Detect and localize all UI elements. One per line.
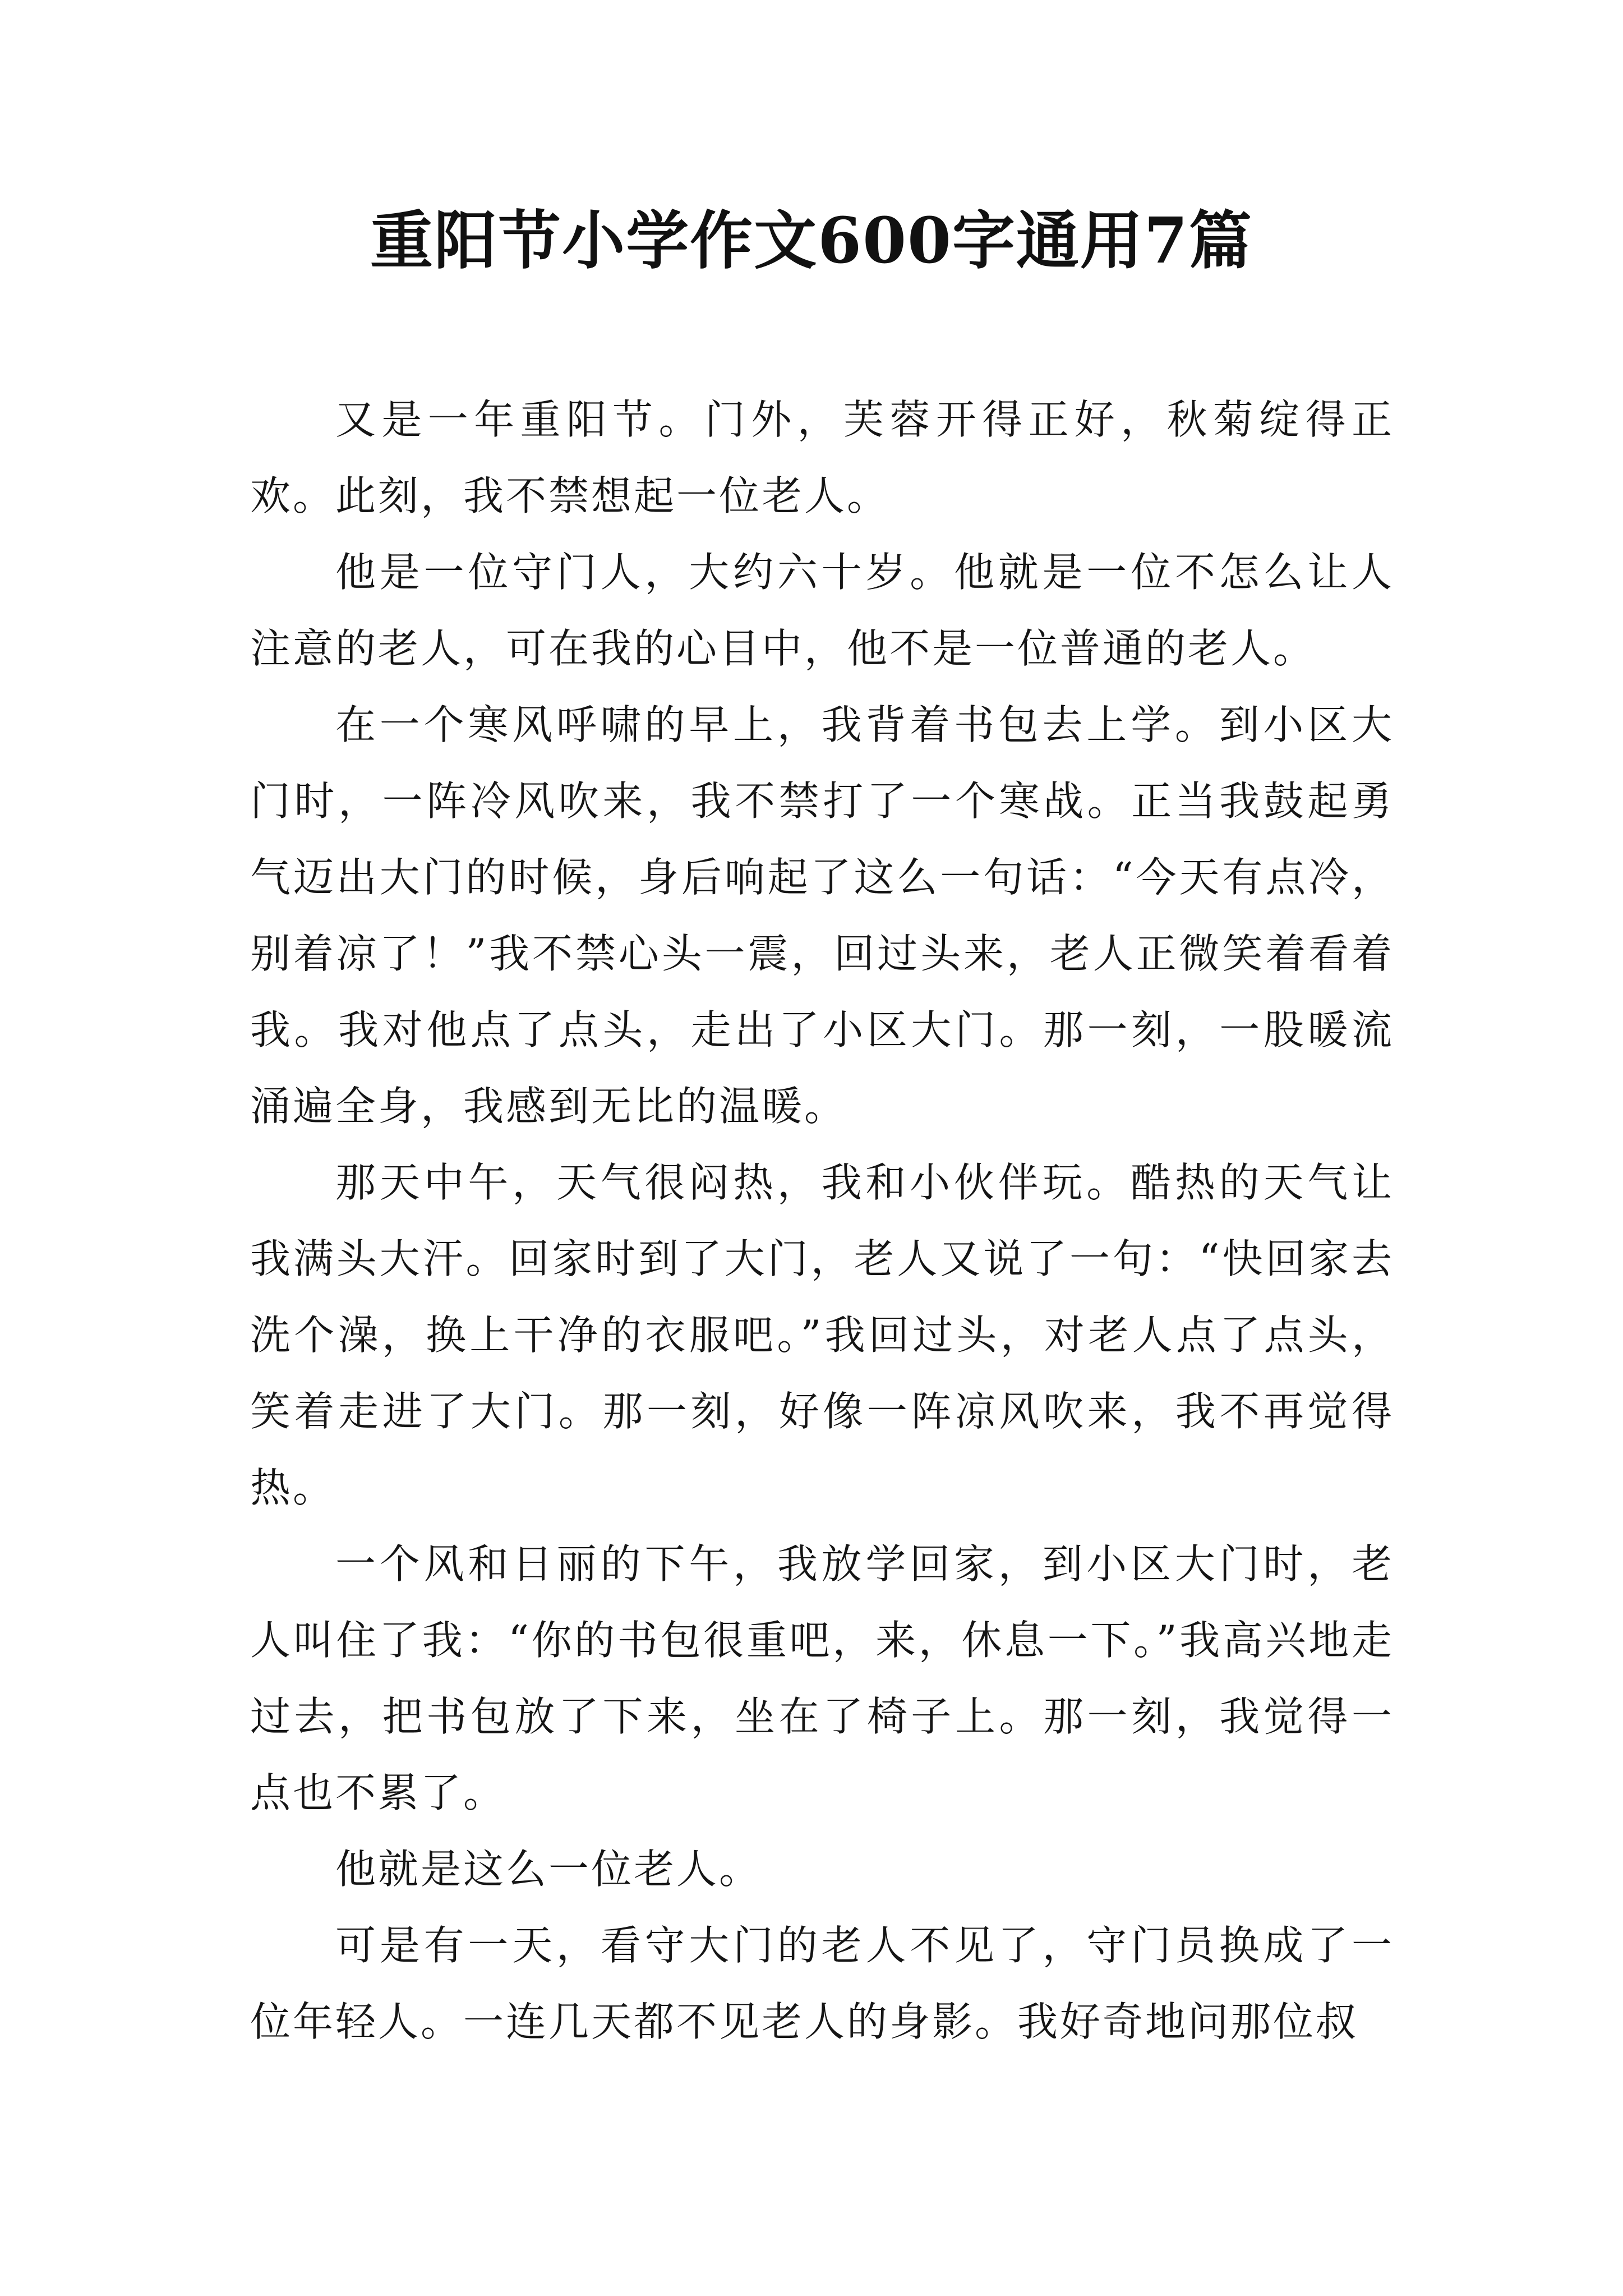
paragraph-1: 又是一年重阳节。门外，芙蓉开得正好，秋菊绽得正欢。此刻，我不禁想起一位老人。 — [250, 396, 1394, 519]
paragraph-4: 那天中午，天气很闷热，我和小伙伴玩。酷热的天气让我满头大汗。回家时到了大门，老人又说了一句：“快回家去洗个澡，换上干净的衣服吧。”我回过头，对老人点了点头，笑着走进了大门。那一刻，好像一阵凉风吹来，我不再觉得热。 — [250, 1159, 1394, 1511]
paragraph-3: 在一个寒风呼啸的早上，我背着书包去上学。到小区大门时，一阵冷风吹来，我不禁打了一个寒战。正当我鼓起勇气迈出大门的时候，身后响起了这么一句话：“今天有点冷，别着凉了！”我不禁心头一震，回过头来，老人正微笑着看着我。我对他点了点头，走出了小区大门。那一刻，一股暖流涌遍全身，我感到无比的温暖。 — [250, 701, 1394, 1130]
document-body — [250, 381, 1394, 2060]
paragraph-2: 他是一位守门人，大约六十岁。他就是一位不怎么让人注意的老人，可在我的心目中，他不是一位普通的老人。 — [250, 549, 1394, 672]
paragraph-6: 他就是这么一位老人。 — [335, 1846, 762, 1893]
paragraph-7: 可是有一天，看守大门的老人不见了，守门员换成了一位年轻人。一连几天都不见老人的身影。我好奇地问那位叔 — [250, 1922, 1394, 2045]
paragraph-5: 一个风和日丽的下午，我放学回家，到小区大门时，老人叫住了我：“你的书包很重吧，来，休息一下。”我高兴地走过去，把书包放了下来，坐在了椅子上。那一刻，我觉得一点也不累了。 — [250, 1540, 1394, 1816]
document-title: 重阳节小学作文600字通用7篇 — [370, 204, 1253, 278]
